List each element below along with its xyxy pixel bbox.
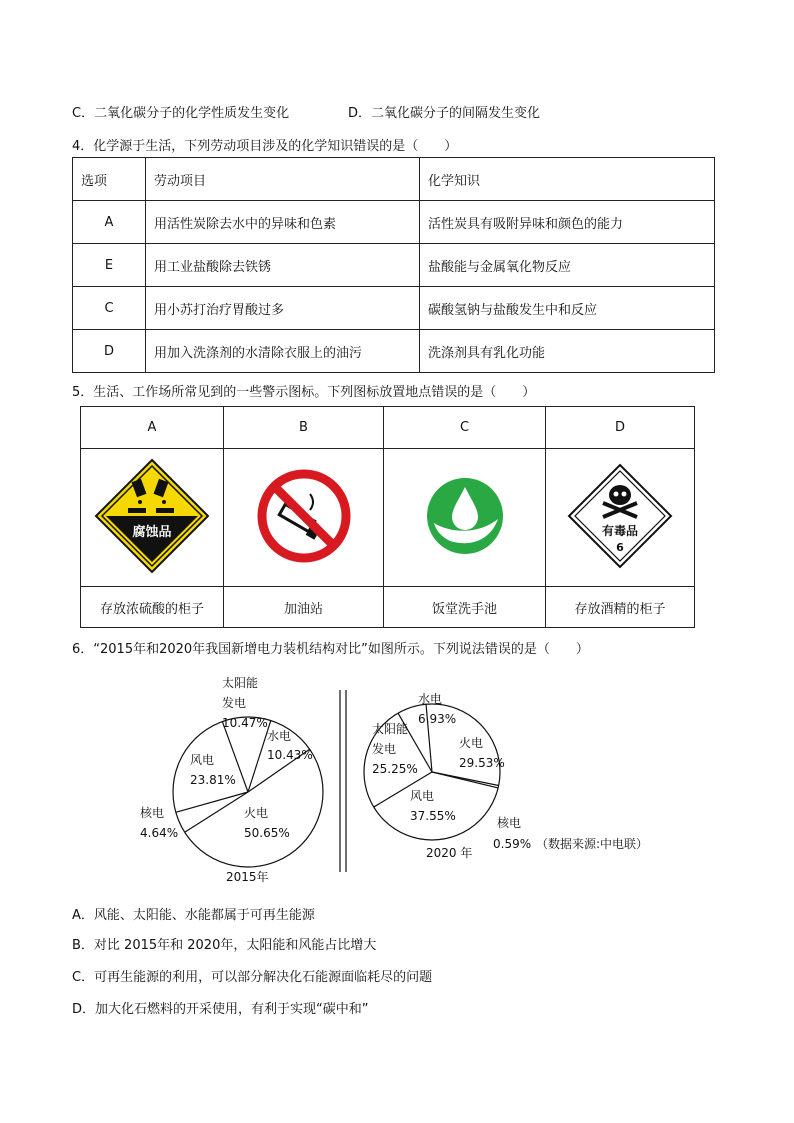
pie2020-wind-value: 37.55% (410, 809, 456, 823)
corrosive-sign-icon (92, 456, 212, 576)
q6-option-d: D．加大化石燃料的开采使用，有利于实现“碳中和” (72, 1002, 369, 1017)
q4-table (72, 157, 715, 373)
water-saving-sign-icon (420, 471, 510, 561)
pie2015-wind-label: 风电 (190, 753, 215, 767)
row-knowledge: 盐酸能与金属氧化物反应 (420, 244, 715, 287)
row-project: 用小苏打治疗胃酸过多 (146, 287, 420, 330)
no-smoking-sign-icon (254, 466, 354, 566)
pie2020-hydro-label: 水电 (418, 692, 443, 706)
pie2015-thermal-label: 火电 (244, 806, 269, 820)
row-project: 用活性炭除去水中的异味和色素 (146, 201, 420, 244)
pie2020-solar-value: 25.25% (372, 762, 418, 776)
row-option: D (73, 330, 146, 373)
header-option: 选项 (73, 158, 146, 201)
place-b: 加油站 (224, 587, 384, 628)
row-knowledge: 洗涤剂具有乳化功能 (420, 330, 715, 373)
pie2020-nuclear-label: 核电 (497, 816, 522, 830)
option-d-label: D (546, 407, 695, 449)
pie2015-hydro-label: 水电 (267, 729, 292, 743)
q4-stem: 4．化学源于生活，下列劳动项目涉及的化学知识错误的是（ ） (72, 139, 458, 154)
pie-2015 (173, 717, 323, 867)
pie2015-solar-label2: 发电 (222, 696, 247, 710)
corrosive-sign-text: 腐蚀品 (132, 524, 172, 540)
pie2020-thermal-value: 29.53% (459, 756, 505, 770)
q6-stem: 6．“2015年和2020年我国新增电力装机结构对比”如图所示。下列说法错误的是（ ） (72, 642, 589, 657)
place-c: 饭堂洗手池 (384, 587, 546, 628)
pie2020-title: 2020 年 (426, 846, 473, 860)
row-project: 用工业盐酸除去铁锈 (146, 244, 420, 287)
row-knowledge: 活性炭具有吸附异味和颜色的能力 (420, 201, 715, 244)
table-row (73, 330, 715, 373)
pie2020-nuclear-value: 0.59% (493, 837, 532, 851)
q5-table (80, 406, 695, 628)
pie2020-thermal-label: 火电 (459, 736, 484, 750)
row-option: C (73, 287, 146, 330)
pie2015-thermal-value: 50.65% (244, 826, 290, 840)
place-d: 存放酒精的柜子 (546, 587, 695, 628)
toxic-sign-text: 有毒品 (601, 523, 639, 538)
pie2015-hydro-value: 10.43% (267, 748, 313, 762)
header-knowledge: 化学知识 (420, 158, 715, 201)
row-option: E (73, 244, 146, 287)
data-source-note: （数据来源:中电联） (536, 837, 649, 851)
pie2015-nuclear-value: 4.64% (140, 826, 179, 840)
q6-option-b: B．对比 2015年和 2020年，太阳能和风能占比增大 (72, 938, 377, 953)
pie2015-wind-value: 23.81% (190, 773, 236, 787)
row-knowledge: 碳酸氢钠与盐酸发生中和反应 (420, 287, 715, 330)
power-pie-charts (0, 660, 794, 890)
pie2020-solar-label1: 太阳能 (372, 722, 409, 736)
q6-option-c: C．可再生能源的利用，可以部分解决化石能源面临耗尽的问题 (72, 970, 433, 985)
q5-stem: 5．生活、工作场所常见到的一些警示图标。下列图标放置地点错误的是（ ） (72, 385, 536, 400)
sign-cell-b (224, 449, 384, 587)
header-project: 劳动项目 (146, 158, 420, 201)
q6-option-a: A．风能、太阳能、水能都属于可再生能源 (72, 908, 315, 923)
q3-option-d: D．二氧化碳分子的间隔发生变化 (348, 106, 541, 121)
pie2020-solar-label2: 发电 (372, 742, 397, 756)
table-row (73, 287, 715, 330)
place-row (81, 587, 695, 628)
place-a: 存放浓硫酸的柜子 (81, 587, 224, 628)
sign-cell-a (81, 449, 224, 587)
option-c-label: C (384, 407, 546, 449)
sign-cell-c (384, 449, 546, 587)
pie2020-hydro-value: 6.93% (418, 712, 457, 726)
pie2015-solar-label1: 太阳能 (222, 676, 259, 690)
option-b-label: B (224, 407, 384, 449)
row-project: 用加入洗涤剂的水清除衣服上的油污 (146, 330, 420, 373)
toxic-sign-icon (565, 461, 675, 571)
row-option: A (73, 201, 146, 244)
toxic-sign-number: 6 (616, 540, 624, 554)
icon-row (81, 449, 695, 587)
table-header-row (81, 407, 695, 449)
q3-option-c: C．二氧化碳分子的化学性质发生变化 (72, 106, 290, 121)
pie2020-wind-label: 风电 (410, 789, 435, 803)
table-header-row (73, 158, 715, 201)
table-row (73, 244, 715, 287)
table-row (73, 201, 715, 244)
pie2015-solar-value: 10.47% (222, 716, 268, 730)
pie2015-nuclear-label: 核电 (140, 806, 165, 820)
pie2015-title: 2015年 (226, 870, 269, 884)
sign-cell-d (546, 449, 695, 587)
option-a-label: A (81, 407, 224, 449)
